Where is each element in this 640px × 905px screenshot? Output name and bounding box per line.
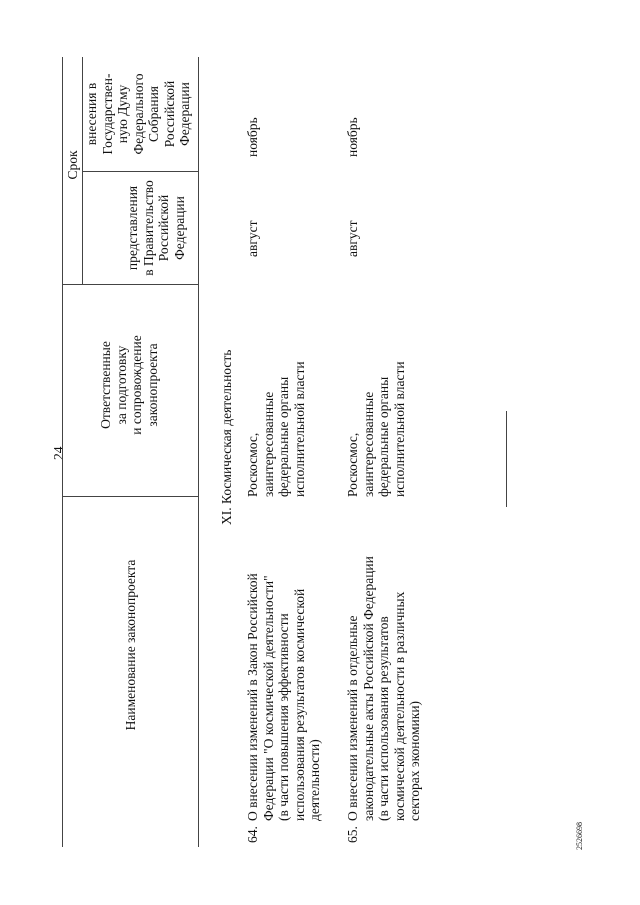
row-responsible-line: исполнительной власти [291,361,307,497]
row-number: 65. [345,826,360,843]
row-name-line: деятельности) [307,739,322,821]
row-name-line: секторах экономики) [407,700,422,821]
row-term-duma: ноябрь [345,117,360,157]
row-name-line: О внесении изменений в Закон Российской [245,573,260,821]
row-responsible-line: Роскосмос, [245,432,260,497]
header-col-term-gov [125,173,187,283]
header-term-duma-line: внесения в [84,82,99,146]
row-responsible-line: федеральные органы [376,376,391,497]
row-responsible-line: федеральные органы [276,376,291,497]
row-name-line: законодательные акты Российской Федерации [360,556,376,821]
page-number: 24 [51,446,66,460]
row-term-gov: август [345,220,360,257]
header-responsible-line: и сопровождение [129,335,144,435]
header-col-name: Наименование законопроекта [123,559,138,731]
header-col-responsible [98,300,160,470]
header-responsible-line: за подготовку [113,345,129,425]
row-name-line: использования результатов космической [291,588,307,821]
row-responsible [345,361,407,497]
row-name [245,573,323,821]
row-name-line: О внесении изменений в отдельные [345,615,360,821]
row-responsible-line: заинтересованные [260,391,276,497]
row-name-line: (в части повышения эффективности [276,613,291,821]
header-term-gov-line: представления [125,185,140,271]
header-term-duma-line: Собрания [146,85,161,143]
header-term-duma-line: Государствен- [99,73,115,155]
row-number: 64. [245,826,260,843]
end-rule [506,411,507,507]
col-divider-3 [82,171,198,172]
row-term-duma: ноябрь [245,117,260,157]
col-divider-1 [62,496,198,497]
header-responsible-line: Ответственные [98,341,113,429]
footer-code: 2526698 [575,822,584,850]
row-responsible-line: исполнительной власти [391,361,407,497]
row-name-line: Федерации "О космической деятельности" [260,575,276,821]
header-term-duma-line: ную Думу [115,84,130,144]
row-responsible [245,361,307,497]
table-header-bottom-line [198,57,199,847]
row-responsible-line: заинтересованные [360,391,376,497]
header-term-gov-line: Федерации [171,196,187,260]
row-name-line: космической деятельности в различных [391,591,407,821]
table-top-line [62,57,63,847]
header-term-gov-line: Российской [156,194,171,262]
row-name-line: (в части использования результатов [376,616,391,821]
header-responsible-line: законопроекта [144,343,160,427]
section-title: XI. Космическая деятельность [219,349,234,525]
row-responsible-line: Роскосмос, [345,432,360,497]
header-term-duma-line: Федерации [177,82,192,146]
header-term-gov-line: в Правительство [140,180,156,276]
term-subheader-line [82,57,83,285]
row-term-gov: август [245,220,260,257]
header-col-term: Срок [65,150,80,180]
header-col-term-duma [84,58,193,170]
header-term-duma-line: Федерального [130,73,146,155]
header-term-duma-line: Российской [161,80,177,148]
row-name [345,556,423,821]
